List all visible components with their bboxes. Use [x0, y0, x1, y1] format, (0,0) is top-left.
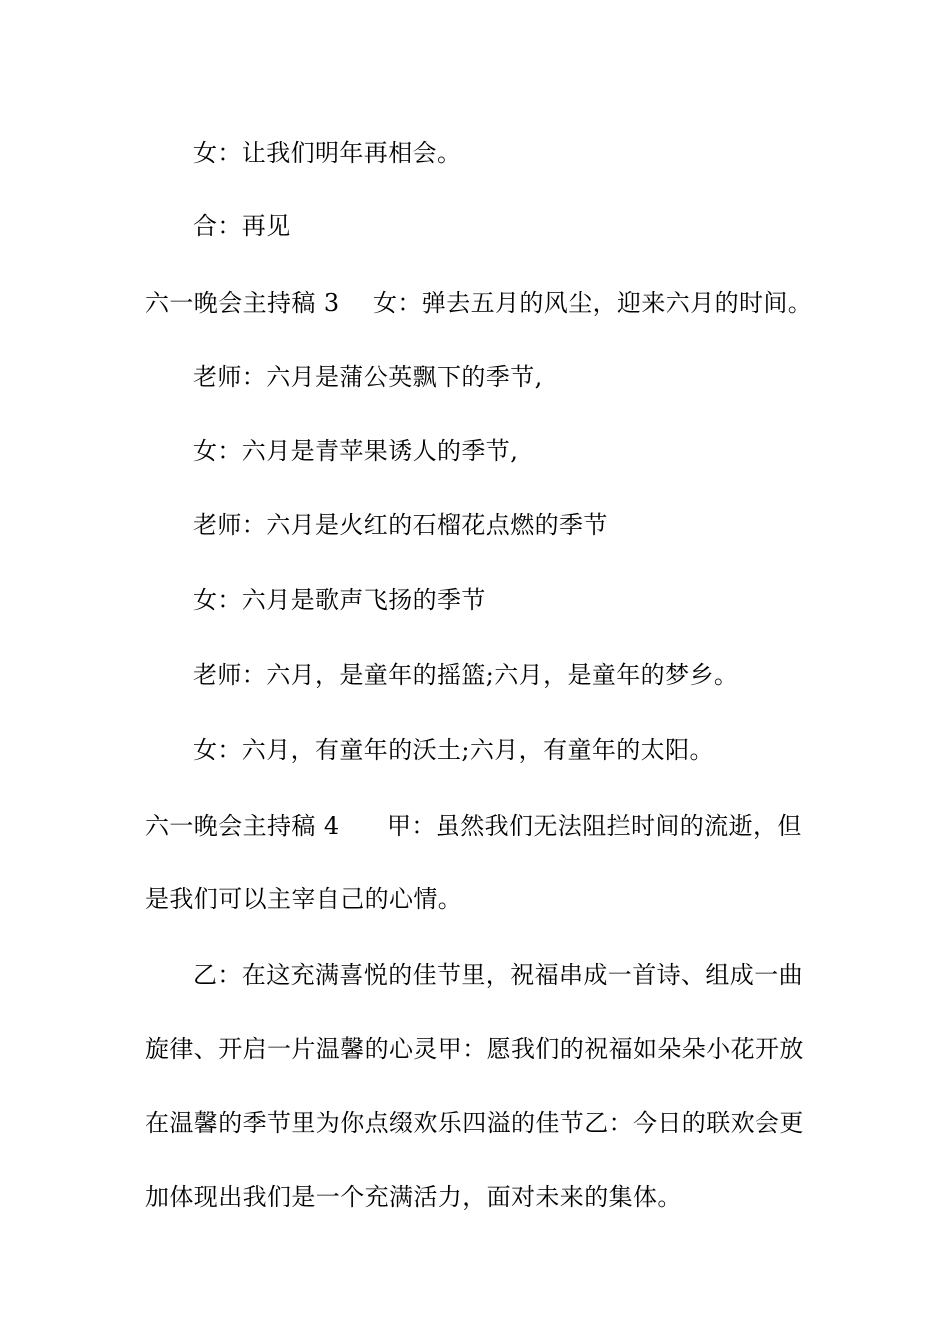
dialogue-line: 老师：六月是蒲公英飘下的季节, [193, 363, 543, 391]
dialogue-line: 乙：在这充满喜悦的佳节里，祝福串成一首诗、组成一曲 [193, 961, 803, 989]
dialogue-line: 老师：六月是火红的石榴花点燃的季节 [193, 511, 608, 539]
dialogue-line: 老师：六月，是童年的摇篮;六月，是童年的梦乡。 [193, 661, 739, 689]
section-heading-line [145, 288, 815, 318]
dialogue-line: 加体现出我们是一个充满活力，面对未来的集体。 [145, 1183, 682, 1211]
dialogue-line: 女：让我们明年再相会。 [193, 139, 462, 167]
dialogue-line: 在温馨的季节里为你点缀欢乐四溢的佳节乙：今日的联欢会更 [145, 1109, 804, 1137]
dialogue-line: 合：再见 [193, 212, 291, 240]
dialogue-line: 是我们可以主宰自己的心情。 [145, 885, 463, 913]
dialogue-line: 女：弹去五月的风尘，迎来六月的时间。 [373, 289, 813, 317]
dialogue-line: 甲：虽然我们无法阻拦时间的流逝，但 [387, 812, 802, 840]
dialogue-line: 女：六月，有童年的沃土;六月，有童年的太阳。 [193, 736, 714, 764]
dialogue-line: 女：六月是歌声飞扬的季节 [193, 586, 486, 614]
dialogue-line: 女：六月是青苹果诱人的季节, [193, 437, 519, 465]
section-heading: 六一晚会主持稿 4 [145, 812, 340, 840]
section-heading: 六一晚会主持稿 3 [145, 289, 340, 317]
dialogue-line: 旋律、开启一片温馨的心灵甲：愿我们的祝福如朵朵小花开放 [145, 1035, 804, 1063]
section-heading-line [145, 811, 815, 841]
